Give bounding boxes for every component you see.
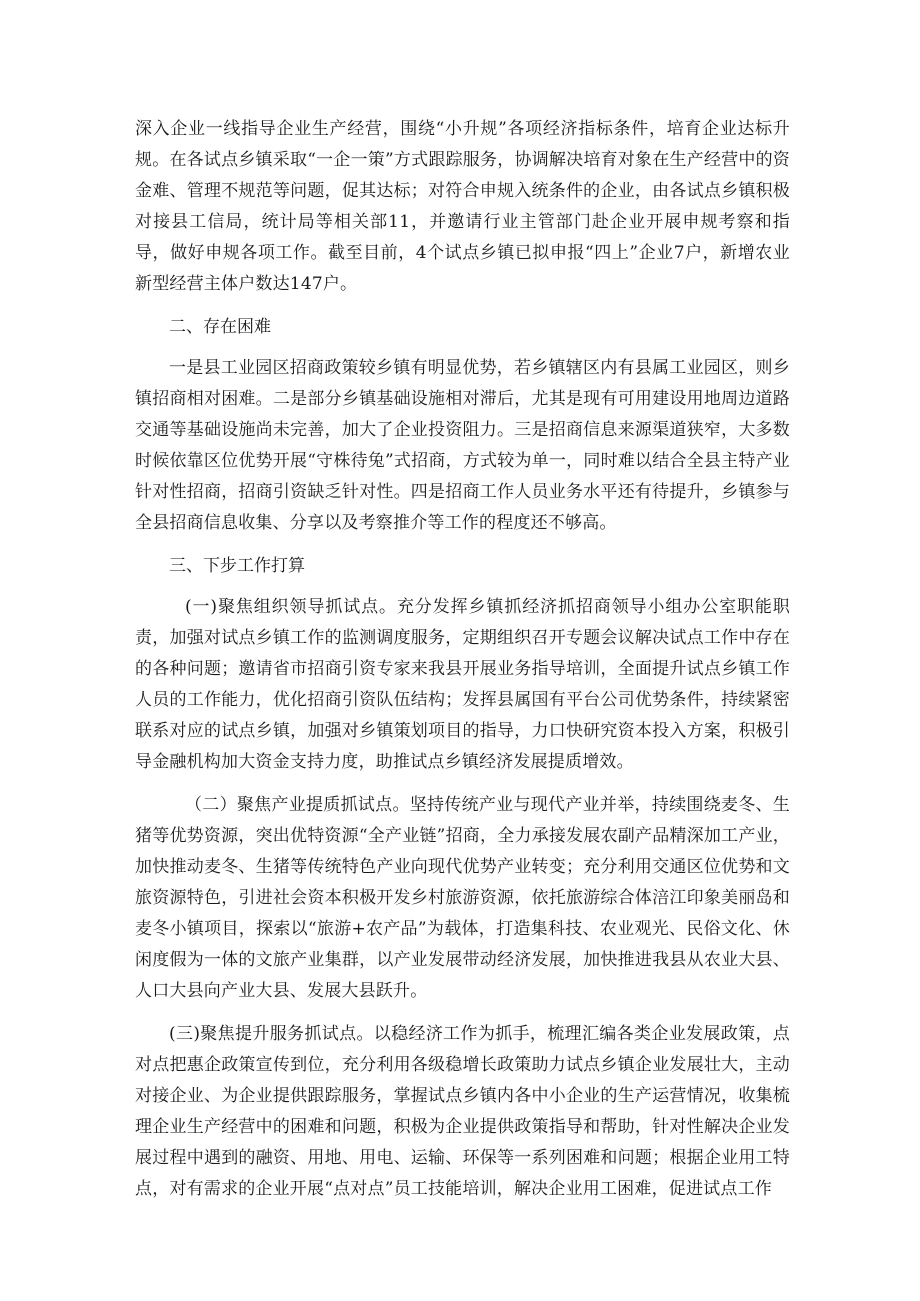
paragraph-service-improvement: (三)聚焦提升服务抓试点。以稳经济工作为抓手，梳理汇编各类企业发展政策，点对点把惠企政策宣传到位，充分利用各级稳增长政策助力试点乡镇企业发展壮大，主动对接企业、为企业提供跟踪服务，掌握试点乡镇内各中小企业的生产运营情况，收集梳理企业生产经营中的困难和问题，积极为企业提供政策指导和帮助，针对性解决企业发展过程中遇到的融资、用地、用电、运输、环保等一系列困难和问题；根据企业用工特点，对有需求的企业开展“点对点”员工技能培训，解决企业用工困难，促进试点工作 [135,1024,790,1199]
paragraph-industry-quality: （二）聚焦产业提质抓试点。坚持传统产业与现代产业并举，持续围绕麦冬、生猪等优势资源，突出优特资源“全产业链”招商，全力承接发展农副产品精深加工产业，加快推动麦冬、生猪等传统特色产业向现代优势产业转变；充分利用交通区位优势和文旅资源特色，引进社会资本积极开发乡村旅游资源，依托旅游综合体涪江印象美丽岛和麦冬小镇项目，探索以“旅游+农产品”为载体，打造集科技、农业观光、民俗文化、休闲度假为一体的文旅产业集群，以产业发展带动经济发展，加快推进我县从农业大县、人口大县向产业大县、发展大县跃升。 [135,795,790,1001]
paragraph-difficulties: 一是县工业园区招商政策较乡镇有明显优势，若乡镇辖区内有县属工业园区，则乡镇招商相对困难。二是部分乡镇基础设施相对滞后，尤其是现有可用建设用地周边道路交通等基础设施尚未完善，加大了企业投资阻力。三是招商信息来源渠道狭窄，大多数时候依靠区位优势开展“守株待兔”式招商，方式较为单一，同时难以结合全县主特产业针对性招商，招商引资缺乏针对性。四是招商工作人员业务水平还有待提升，乡镇参与全县招商信息收集、分享以及考察推介等工作的程度还不够高。 [135,358,790,533]
section-heading-next-steps: 三、下步工作打算 [169,556,305,576]
paragraph-organization-leadership: (一)聚焦组织领导抓试点。充分发挥乡镇抓经济抓招商领导小组办公室职能职责，加强对试点乡镇工作的监测调度服务，定期组织召开专题会议解决试点工作中存在的各种问题；邀请省市招商引资专家来我县开展业务指导培训，全面提升试点乡镇工作人员的工作能力，优化招商引资队伍结构；发挥县属国有平台公司优势条件，持续紧密联系对应的试点乡镇，加强对乡镇策划项目的指导，力口快研究资本投入方案，积极引导金融机构加大资金支持力度，助推试点乡镇经济发展提质增效。 [135,597,790,772]
document-page [135,114,790,1205]
section-heading-difficulties: 二、存在困难 [169,317,271,337]
paragraph-enterprise-cultivation: 深入企业一线指导企业生产经营，围绕“小升规”各项经济指标条件，培育企业达标升规。在各试点乡镇采取“一企一策”方式跟踪服务，协调解决培育对象在生产经营中的资金难、管理不规范等问题，促其达标；对符合申规入统条件的企业，由各试点乡镇积极对接县工信局，统计局等相关部11，并邀请行业主管部门赴企业开展申规考察和指导，做好申规各项工作。截至目前，4个试点乡镇已拟申报“四上”企业7户，新增农业新型经营主体户数达147户。 [135,119,790,294]
